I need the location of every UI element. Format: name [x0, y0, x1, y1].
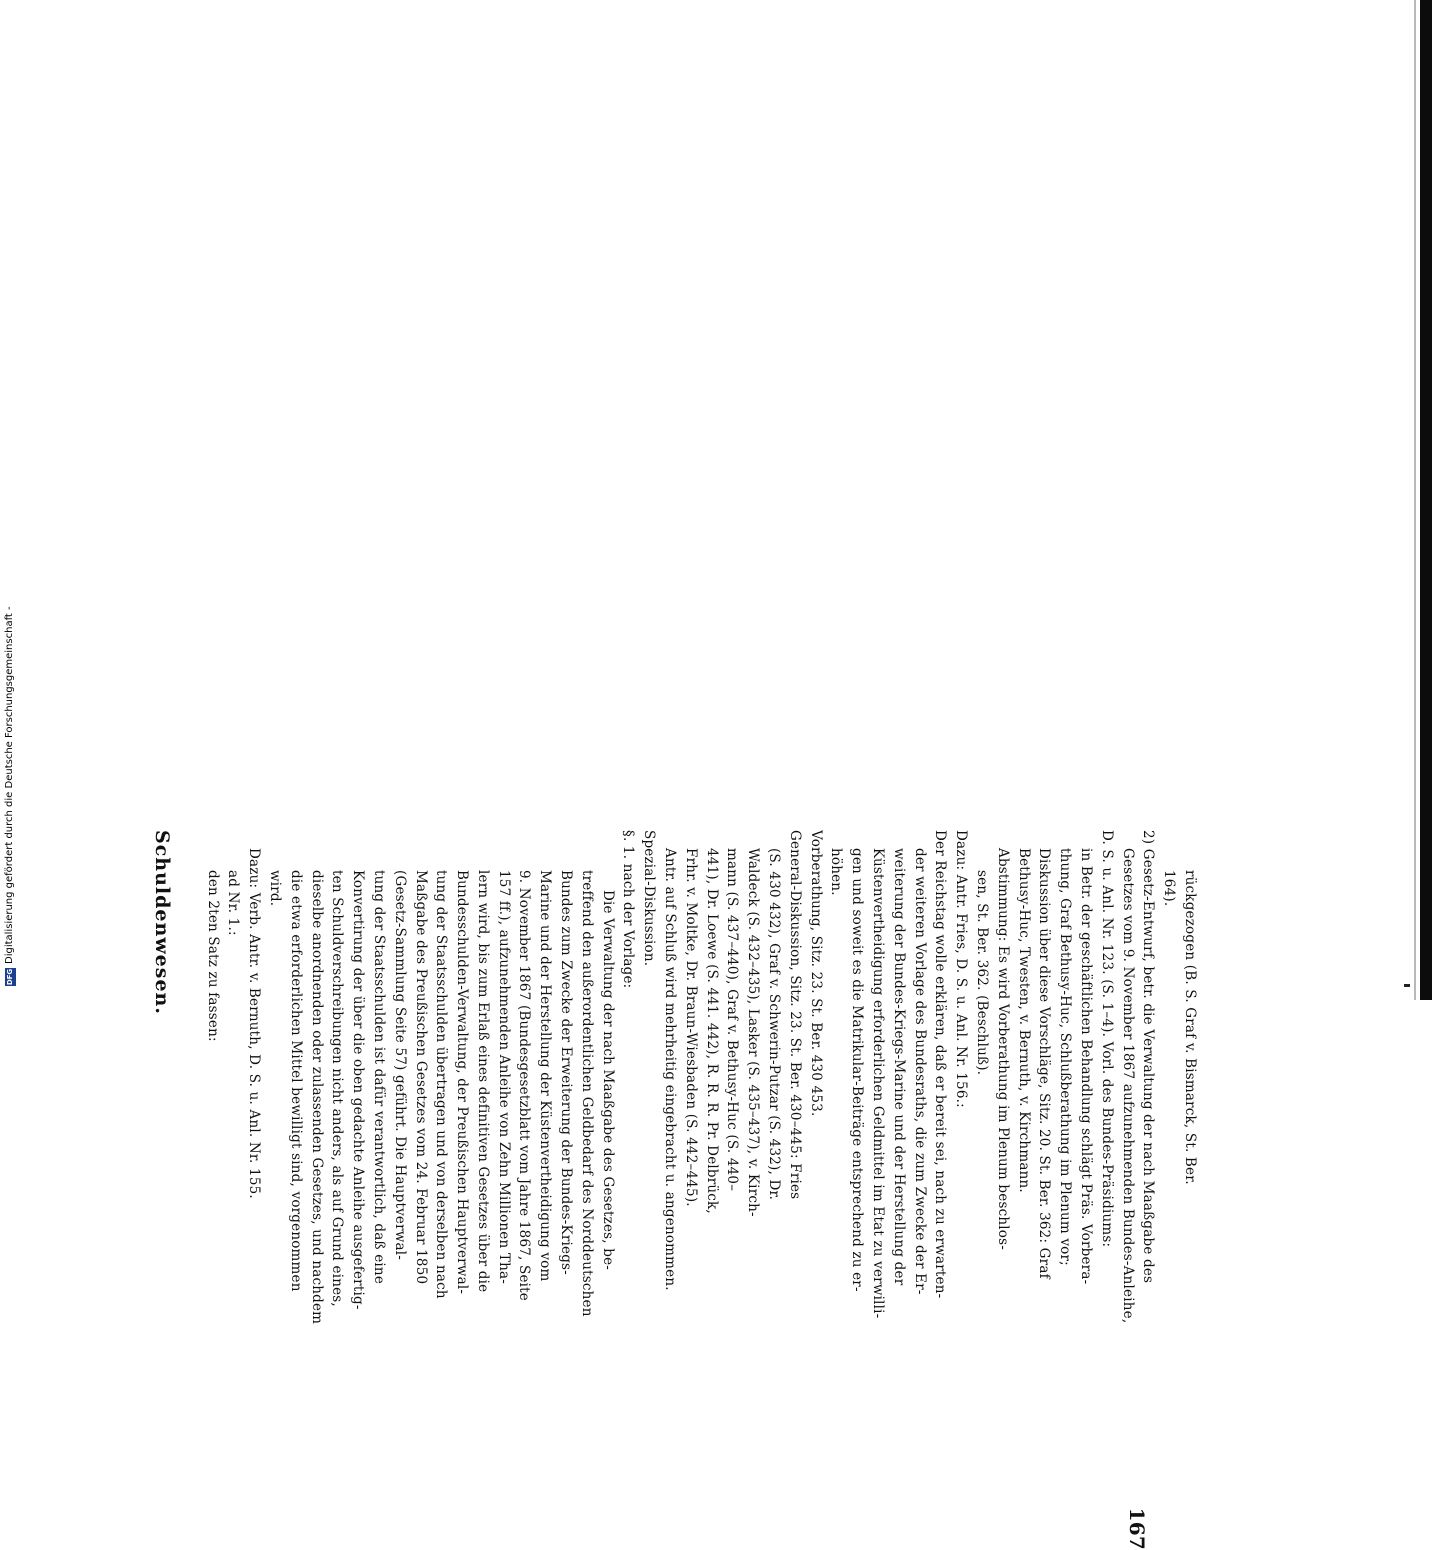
text-line: dieselbe anordnenden oder zulassenden Gesetzes, und nachdem — [308, 870, 325, 1325]
text-line: weiterung der Bundes-Kriegs-Marine und der Herstellung der — [890, 848, 907, 1286]
text-line: (S. 430 432), Graf v. Schwerin-Putzar (S. 432), Dr. — [766, 848, 783, 1201]
section-heading: Schuldenwesen. — [151, 830, 173, 1015]
text-line: thung, Graf Bethusy-Huc, Schlußberathung im Plenum vor; — [1057, 848, 1074, 1266]
text-line: Die Verwaltung der nach Maaßgabe des Gesetzes, be- — [599, 890, 616, 1271]
text-line: lern wird, bis zum Erlaß eines definitiven Gesetzes über die — [474, 870, 491, 1293]
text-line: den 2ten Satz zu fassen: — [204, 870, 221, 1042]
scan-edge-shadow — [1414, 0, 1416, 1000]
text-line: Marine und der Herstellung der Küstenvertheidigung vom — [537, 870, 554, 1282]
text-line: D. S. u. Anl. Nr. 123. (S. 1–4). Vorl. des Bundes-Präsidiums: — [1098, 830, 1115, 1248]
text-line: Der Reichstag wolle erklären, daß er bereit sei, nach zu erwarten- — [932, 830, 949, 1299]
text-line: 9. November 1867 (Bundesgesetzblatt vom Jahre 1867, Seite — [516, 870, 533, 1301]
text-line: Bethusy-Huc, Twesten, v. Bernuth, v. Kirchmann. — [1015, 848, 1032, 1193]
text-line: treffend den außerordentlichen Geldbedarf des Norddeutschen — [578, 870, 595, 1317]
digitization-footer — [3, 586, 17, 986]
text-line: Gesetzes vom 9. November 1867 aufzunehmenden Bundes-Anleihe, — [1119, 848, 1136, 1324]
text-line: mann (S. 437–440), Graf v. Bethusy-Huc (S. 440– — [724, 848, 741, 1192]
text-line: der weiteren Vorlage des Bundesraths, die zum Zwecke der Er- — [911, 848, 928, 1295]
text-line: Diskussion über diese Vorschläge, Sitz. 20. St. Ber. 362: Graf — [1036, 848, 1053, 1279]
text-line: Küstenvertheidigung erforderlichen Geldmittel im Etat zu verwilli- — [870, 848, 887, 1319]
text-body — [202, 830, 1200, 1550]
footer-text: Digitalisierung gefördert durch die Deutsche Forschungsgemeinschaft - — [4, 606, 15, 964]
text-line: wird. — [266, 870, 283, 907]
dfg-logo: DFG — [5, 968, 14, 986]
text-line: 441), Dr. Loewe (S. 441. 442), R. R. R. Pr. Delbrück, — [703, 848, 720, 1214]
text-line: sen, St. Ber. 362. (Beschluß). — [974, 870, 991, 1076]
text-line: rückgezogen (B. S. Graf v. Bismarck, St. Ber. — [1182, 870, 1198, 1185]
text-line: ten Schuldverschreibungen nicht anders, als auf Grund eines, — [329, 870, 346, 1307]
text-line: Bundes zum Zwecke der Erweiterung der Bundes-Kriegs- — [558, 870, 575, 1275]
text-line: §. 1. nach der Vorlage: — [620, 830, 637, 989]
text-line: ad Nr. 1.: — [225, 870, 242, 936]
text-line: Dazu: Verb. Antr. v. Bernuth, D. S. u. Anl. Nr. 155. — [246, 848, 263, 1199]
text-line: die etwa erforderlichen Mittel bewilligt sind, vorgenommen — [287, 870, 304, 1292]
text-line: Spezial-Diskussion. — [641, 830, 658, 967]
text-line: Frhr. v. Moltke, Dr. Braun-Wiesbaden (S. 442–445). — [682, 848, 699, 1207]
text-line: Bundesschulden-Verwaltung, der Preußischen Hauptverwal- — [454, 870, 471, 1295]
text-line: Waldeck (S. 432–435), Lasker (S. 435–437), v. Kirch- — [745, 848, 762, 1217]
text-line: tung der Staatsschulden ist dafür verantwortlich, daß eine — [370, 870, 387, 1285]
text-line: tung der Staatsschulden übertragen und von derselben nach — [433, 870, 450, 1299]
scan-corner-mark — [1404, 984, 1410, 987]
text-line: 164). — [1161, 870, 1178, 907]
text-line: Maßgabe des Preußischen Gesetzes vom 24. Februar 1850 — [412, 870, 429, 1285]
text-line: Antr. auf Schluß wird mehrheitig eingebracht u. angenommen. — [662, 848, 679, 1291]
text-line: Abstimmung: Es wird Vorberathung im Plenum beschlos- — [994, 848, 1011, 1250]
text-line: 157 ff.), aufzunehmenden Anleihe von Zehn Millionen Tha- — [495, 870, 512, 1284]
text-line: Vorberathung, Sitz. 23. St. Ber. 430 453. — [807, 830, 824, 1117]
text-line: (Gesetz-Sammlung Seite 57) geführt. Die Hauptverwal- — [391, 870, 408, 1261]
text-line: höhen. — [828, 848, 845, 896]
text-line: General-Diskussion, Sitz. 23. St. Ber. 430–445: Fries — [786, 830, 803, 1200]
scan-edge — [1420, 0, 1432, 1000]
text-line: Konvertirung der über die oben gedachte Anleihe ausgefertig- — [350, 870, 367, 1310]
text-line: Dazu: Antr. Fries, D. S. u. Anl. Nr. 156.: — [953, 830, 970, 1108]
page-number: 167 — [1125, 1507, 1149, 1550]
text-line: in Betr. der geschäftlichen Behandlung schlägt Präs. Vorbera- — [1078, 848, 1095, 1285]
text-line: 2) Gesetz-Entwurf, betr. die Verwaltung der nach Maaßgabe des — [1140, 830, 1157, 1284]
text-line: gen und soweit es die Matrikular-Beiträge entsprechend zu er- — [849, 848, 866, 1292]
